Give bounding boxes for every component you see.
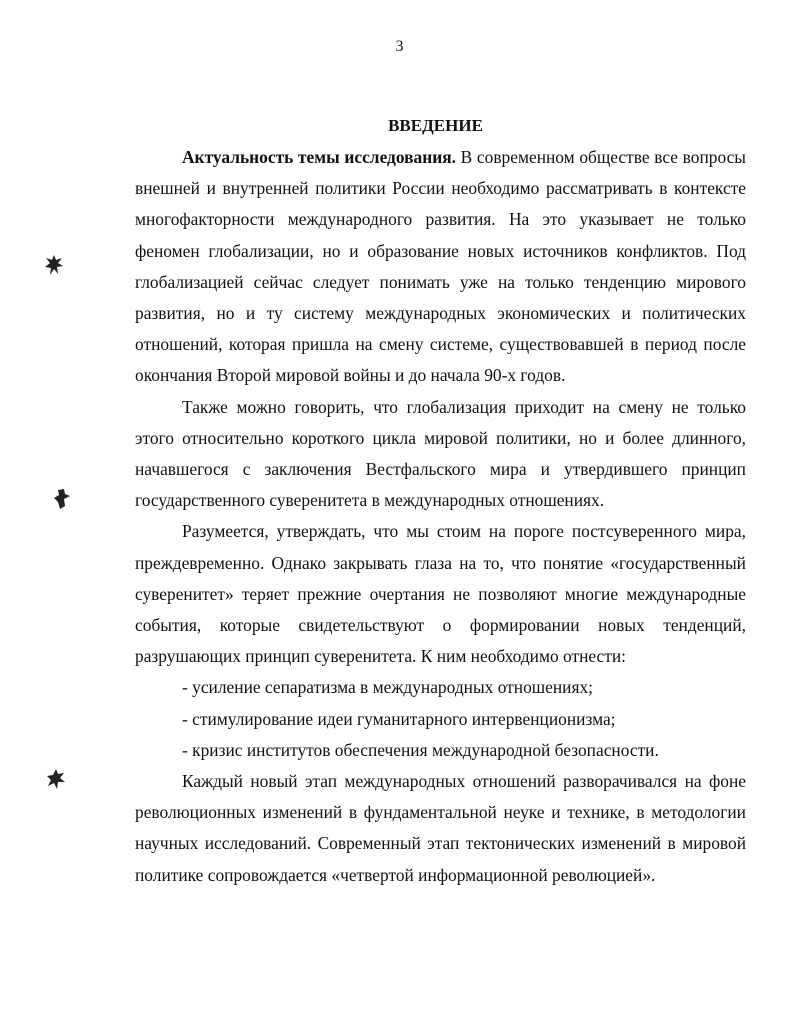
body-text [135, 142, 746, 891]
page-number: 3 [395, 38, 404, 55]
paragraph-relevance [135, 142, 746, 392]
paragraph: Также можно говорить, что глобализация приходит на смену не только этого относительно короткого цикла мировой политики, но и более длинного, начавшегося с заключения Вестфальского мира и утвердившего принцип государственного суверенитета в международных отношениях. [135, 396, 746, 511]
paragraph-text: В современном обществе все вопросы внешней и внутренней политики России необходимо рассматривать в контексте многофакторности международного развития. На это указывает не только феномен глобализации, но и образование новых источников конфликтов. Под глобализацией сейчас следует понимать уже на только тенденцию мирового развития, но и ту систему международных экономических и политических отношений, которая пришла на смену системе, существовавшей в период после окончания Второй мировой войны и до начала 90-х годов. [135, 147, 746, 386]
section-heading: ВВЕДЕНИЕ [388, 116, 483, 135]
paragraph-lead: Актуальность темы исследования. [182, 147, 456, 167]
paragraph: Разумеется, утверждать, что мы стоим на пороге постсуверенного мира, преждевременно. Однако закрывать глаза на то, что понятие «государственный суверенитет» теряет прежние очертания не позволяют многие международные события, которые свидетельствуют о формировании новых тенденций, разрушающих принцип суверенитета. К ним необходимо отнести: [135, 521, 746, 667]
list-item: - усиление сепаратизма в международных отношениях; [182, 677, 594, 698]
paragraph: Каждый новый этап международных отношений разворачивался на фоне революционных изменений в фундаментальной неуке и технике, в методологии научных исследований. Современный этап тектонических изменений в мировой политике сопровождается «четвертой информационной революцией». [135, 771, 746, 885]
list-item: - кризис институтов обеспечения международной безопасности. [182, 739, 659, 760]
ink-blot-icon [46, 768, 66, 790]
list-item: - стимулирование идеи гуманитарного интервенционизма; [182, 708, 616, 729]
ink-blot-icon [52, 488, 72, 510]
ink-blot-icon [44, 254, 64, 276]
